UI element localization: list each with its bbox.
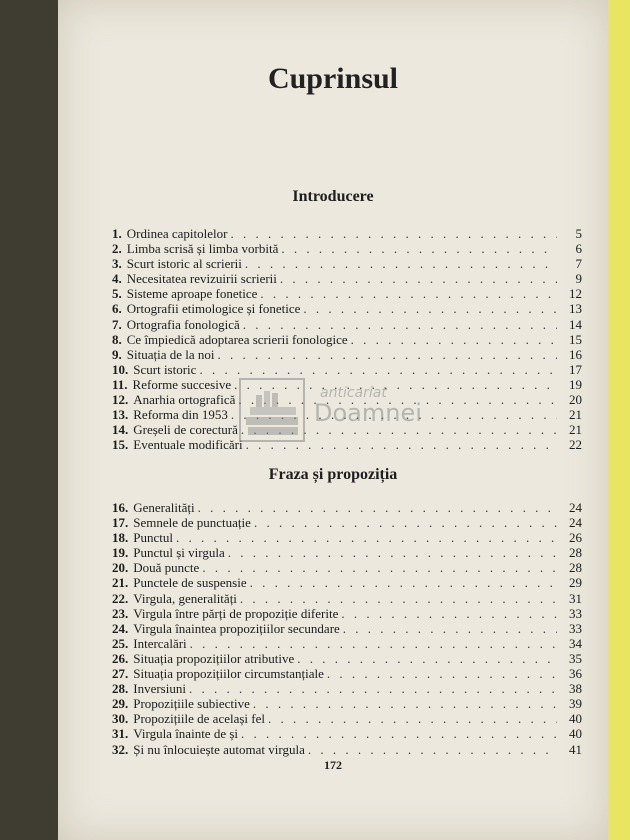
toc-entry-title: Reforma din 1953 [133,407,228,423]
watermark-text-large: Doamnei [314,399,422,427]
toc-entry-number: 28. [112,681,129,697]
toc-entry-page: 20 [569,392,582,408]
toc-entry-number: 2. [112,241,122,257]
toc-entry-page: 26 [569,530,582,546]
toc-entry-title: Reforme succesive [132,376,232,392]
toc-entry-title: Situația propozițiilor circumstanțiale [133,666,324,682]
toc-entry-number: 13. [112,407,129,423]
toc-entry-page: 28 [569,560,582,576]
toc-entry [112,696,582,711]
toc-entry-page: 12 [569,286,582,302]
toc-entry [112,681,582,696]
toc-entry-number: 23. [112,605,129,621]
toc-entry-page: 22 [569,437,582,453]
dot-leader [245,256,557,272]
toc-entry [112,286,582,301]
toc-entry-number: 19. [112,545,129,561]
toc-entry-page: 5 [575,226,582,241]
toc-entry-title: Punctele de suspensie [133,575,247,591]
toc-entry-title: Virgula înainte de și [133,726,239,742]
toc-entry [112,606,582,621]
toc-entry-number: 21. [112,575,129,591]
dot-leader [281,241,557,257]
toc-entry-title: Greșeli de corectură [133,422,238,438]
toc-entry-number: 7. [112,316,122,332]
dot-leader [250,575,557,591]
toc-entry-number: 14. [112,422,129,438]
toc-entry-title: Scurt istoric al scrierii [126,256,242,272]
books-icon [238,377,308,443]
toc-entry-number: 32. [112,741,129,757]
toc-entry-title: Anarhia ortografică [133,392,236,408]
toc-entry-title: Punctul [133,530,173,546]
toc-entry [112,636,582,651]
toc-entry-number: 10. [112,361,129,377]
toc-entry [112,347,582,362]
toc-entry-title: Situația de la noi [126,346,215,362]
dot-leader [351,332,557,348]
toc-entry [112,591,582,606]
dot-leader [341,606,557,622]
toc-entry [112,226,582,241]
toc-entry [112,256,582,271]
toc-entry-page: 34 [569,635,582,651]
toc-entry-number: 1. [112,226,122,241]
toc-entry-page: 14 [569,316,582,332]
toc-entry-title: Virgula înaintea propozițiilor secundare [133,620,340,636]
dot-leader [254,515,557,531]
dot-leader [190,636,557,652]
toc-entry [112,500,582,515]
dot-leader [297,651,557,667]
dot-leader [280,271,557,287]
toc-entry-page: 33 [569,620,582,636]
dot-leader [303,301,557,317]
dot-leader [343,621,557,637]
toc-entry-page: 29 [569,575,582,591]
toc-entry [112,666,582,681]
toc-entry-number: 22. [112,590,129,606]
toc-entry-number: 16. [112,500,129,515]
toc-entry-title: Virgula între părți de propoziție diferite [133,605,339,621]
book-page [58,0,608,840]
toc-entry-page: 15 [569,331,582,347]
toc-entry-number: 31. [112,726,129,742]
toc-entry [112,332,582,347]
dot-leader [189,681,557,697]
toc-entry-title: Necesitatea revizuirii scrierii [126,271,277,287]
dot-leader [217,347,557,363]
toc-entry-page: 16 [569,346,582,362]
page-title: Cuprinsul [267,62,399,95]
toc-entry-number: 18. [112,530,129,546]
dot-leader [228,545,557,561]
toc-entry-title: Eventuale modificări [133,437,243,453]
toc-entry-number: 25. [112,635,129,651]
dot-leader [198,500,557,516]
toc-entry [112,651,582,666]
toc-entry-page: 21 [569,407,582,423]
toc-entry-page: 40 [569,711,582,727]
toc-entry-title: Generalități [133,500,195,515]
toc-entry [112,317,582,332]
toc-entry-page: 6 [575,241,582,257]
dot-leader [230,226,557,242]
toc-list-fraza [112,500,582,757]
toc-entry-number: 12. [112,392,129,408]
background-strip [608,0,630,840]
toc-entry-page: 13 [569,301,582,317]
toc-entry [112,545,582,560]
toc-entry-title: Intercalări [133,635,187,651]
toc-entry-number: 11. [112,376,128,392]
toc-entry [112,742,582,757]
dot-leader [253,696,557,712]
toc-entry-title: Două puncte [133,560,200,576]
toc-entry-page: 24 [569,500,582,515]
toc-entry-page: 31 [569,590,582,606]
toc-entry-number: 3. [112,256,122,272]
toc-entry-title: Inversiuni [133,681,186,697]
toc-entry-page: 7 [575,256,582,272]
toc-entry-page: 17 [569,361,582,377]
dot-leader [308,742,557,758]
toc-entry-number: 5. [112,286,122,302]
toc-entry-number: 8. [112,331,122,347]
toc-entry-page: 21 [569,422,582,438]
toc-entry-number: 30. [112,711,129,727]
toc-entry-title: Situația propozițiilor atributive [133,650,295,666]
toc-entry-number: 29. [112,696,129,712]
toc-entry-title: Punctul și virgula [133,545,225,561]
toc-entry-number: 17. [112,515,129,531]
toc-entry [112,726,582,741]
toc-entry-title: Propozițiile de același fel [133,711,266,727]
dot-leader [202,560,557,576]
toc-entry [112,362,582,377]
toc-entry [112,711,582,726]
toc-entry [112,301,582,316]
toc-entry [112,575,582,590]
toc-entry-page: 33 [569,605,582,621]
toc-entry-title: Scurt istoric [133,361,197,377]
dot-leader [176,530,557,546]
toc-entry-page: 19 [569,376,582,392]
toc-entry-title: Ortografii etimologice și fonetice [126,301,301,317]
section-title-fraza: Fraza și propoziția [268,466,398,483]
toc-entry-title: Semnele de punctuație [133,515,251,531]
toc-entry-title: Și nu înlocuiește automat virgula [133,741,305,757]
toc-entry-title: Virgula, generalități [133,590,237,606]
toc-entry-number: 27. [112,666,129,682]
toc-entry-number: 24. [112,620,129,636]
toc-entry-number: 15. [112,437,129,453]
toc-entry-page: 40 [569,726,582,742]
toc-entry-page: 9 [575,271,582,287]
dot-leader [327,666,557,682]
toc-entry-title: Ordinea capitolelor [126,226,228,241]
dot-leader [199,362,557,378]
section-title-introducere: Introducere [292,188,374,205]
toc-entry-number: 4. [112,271,122,287]
toc-entry [112,271,582,286]
watermark-text-small: anticariat [320,385,387,401]
toc-entry-page: 36 [569,666,582,682]
dot-leader [260,286,557,302]
toc-entry-page: 39 [569,696,582,712]
dot-leader [243,317,557,333]
toc-entry-number: 6. [112,301,122,317]
toc-entry-number: 20. [112,560,129,576]
toc-entry-page: 35 [569,650,582,666]
toc-entry-title: Propozițiile subiective [133,696,250,712]
toc-entry-number: 26. [112,650,129,666]
watermark-logo [238,377,448,447]
toc-entry-title: Sisteme aproape fonetice [126,286,258,302]
toc-entry-page: 24 [569,515,582,531]
page-number: 172 [324,758,342,772]
dot-leader [268,711,557,727]
toc-entry [112,515,582,530]
toc-entry [112,241,582,256]
toc-entry-number: 9. [112,346,122,362]
toc-entry-page: 41 [569,741,582,757]
toc-entry-title: Ce împiedică adoptarea scrierii fonologice [126,331,348,347]
dot-leader [241,726,557,742]
toc-entry [112,621,582,636]
toc-entry-page: 38 [569,681,582,697]
toc-entry [112,530,582,545]
toc-entry-page: 28 [569,545,582,561]
dot-leader [240,591,557,607]
toc-entry [112,560,582,575]
toc-entry-title: Ortografia fonologică [126,316,240,332]
toc-entry-title: Limba scrisă și limba vorbită [126,241,279,257]
